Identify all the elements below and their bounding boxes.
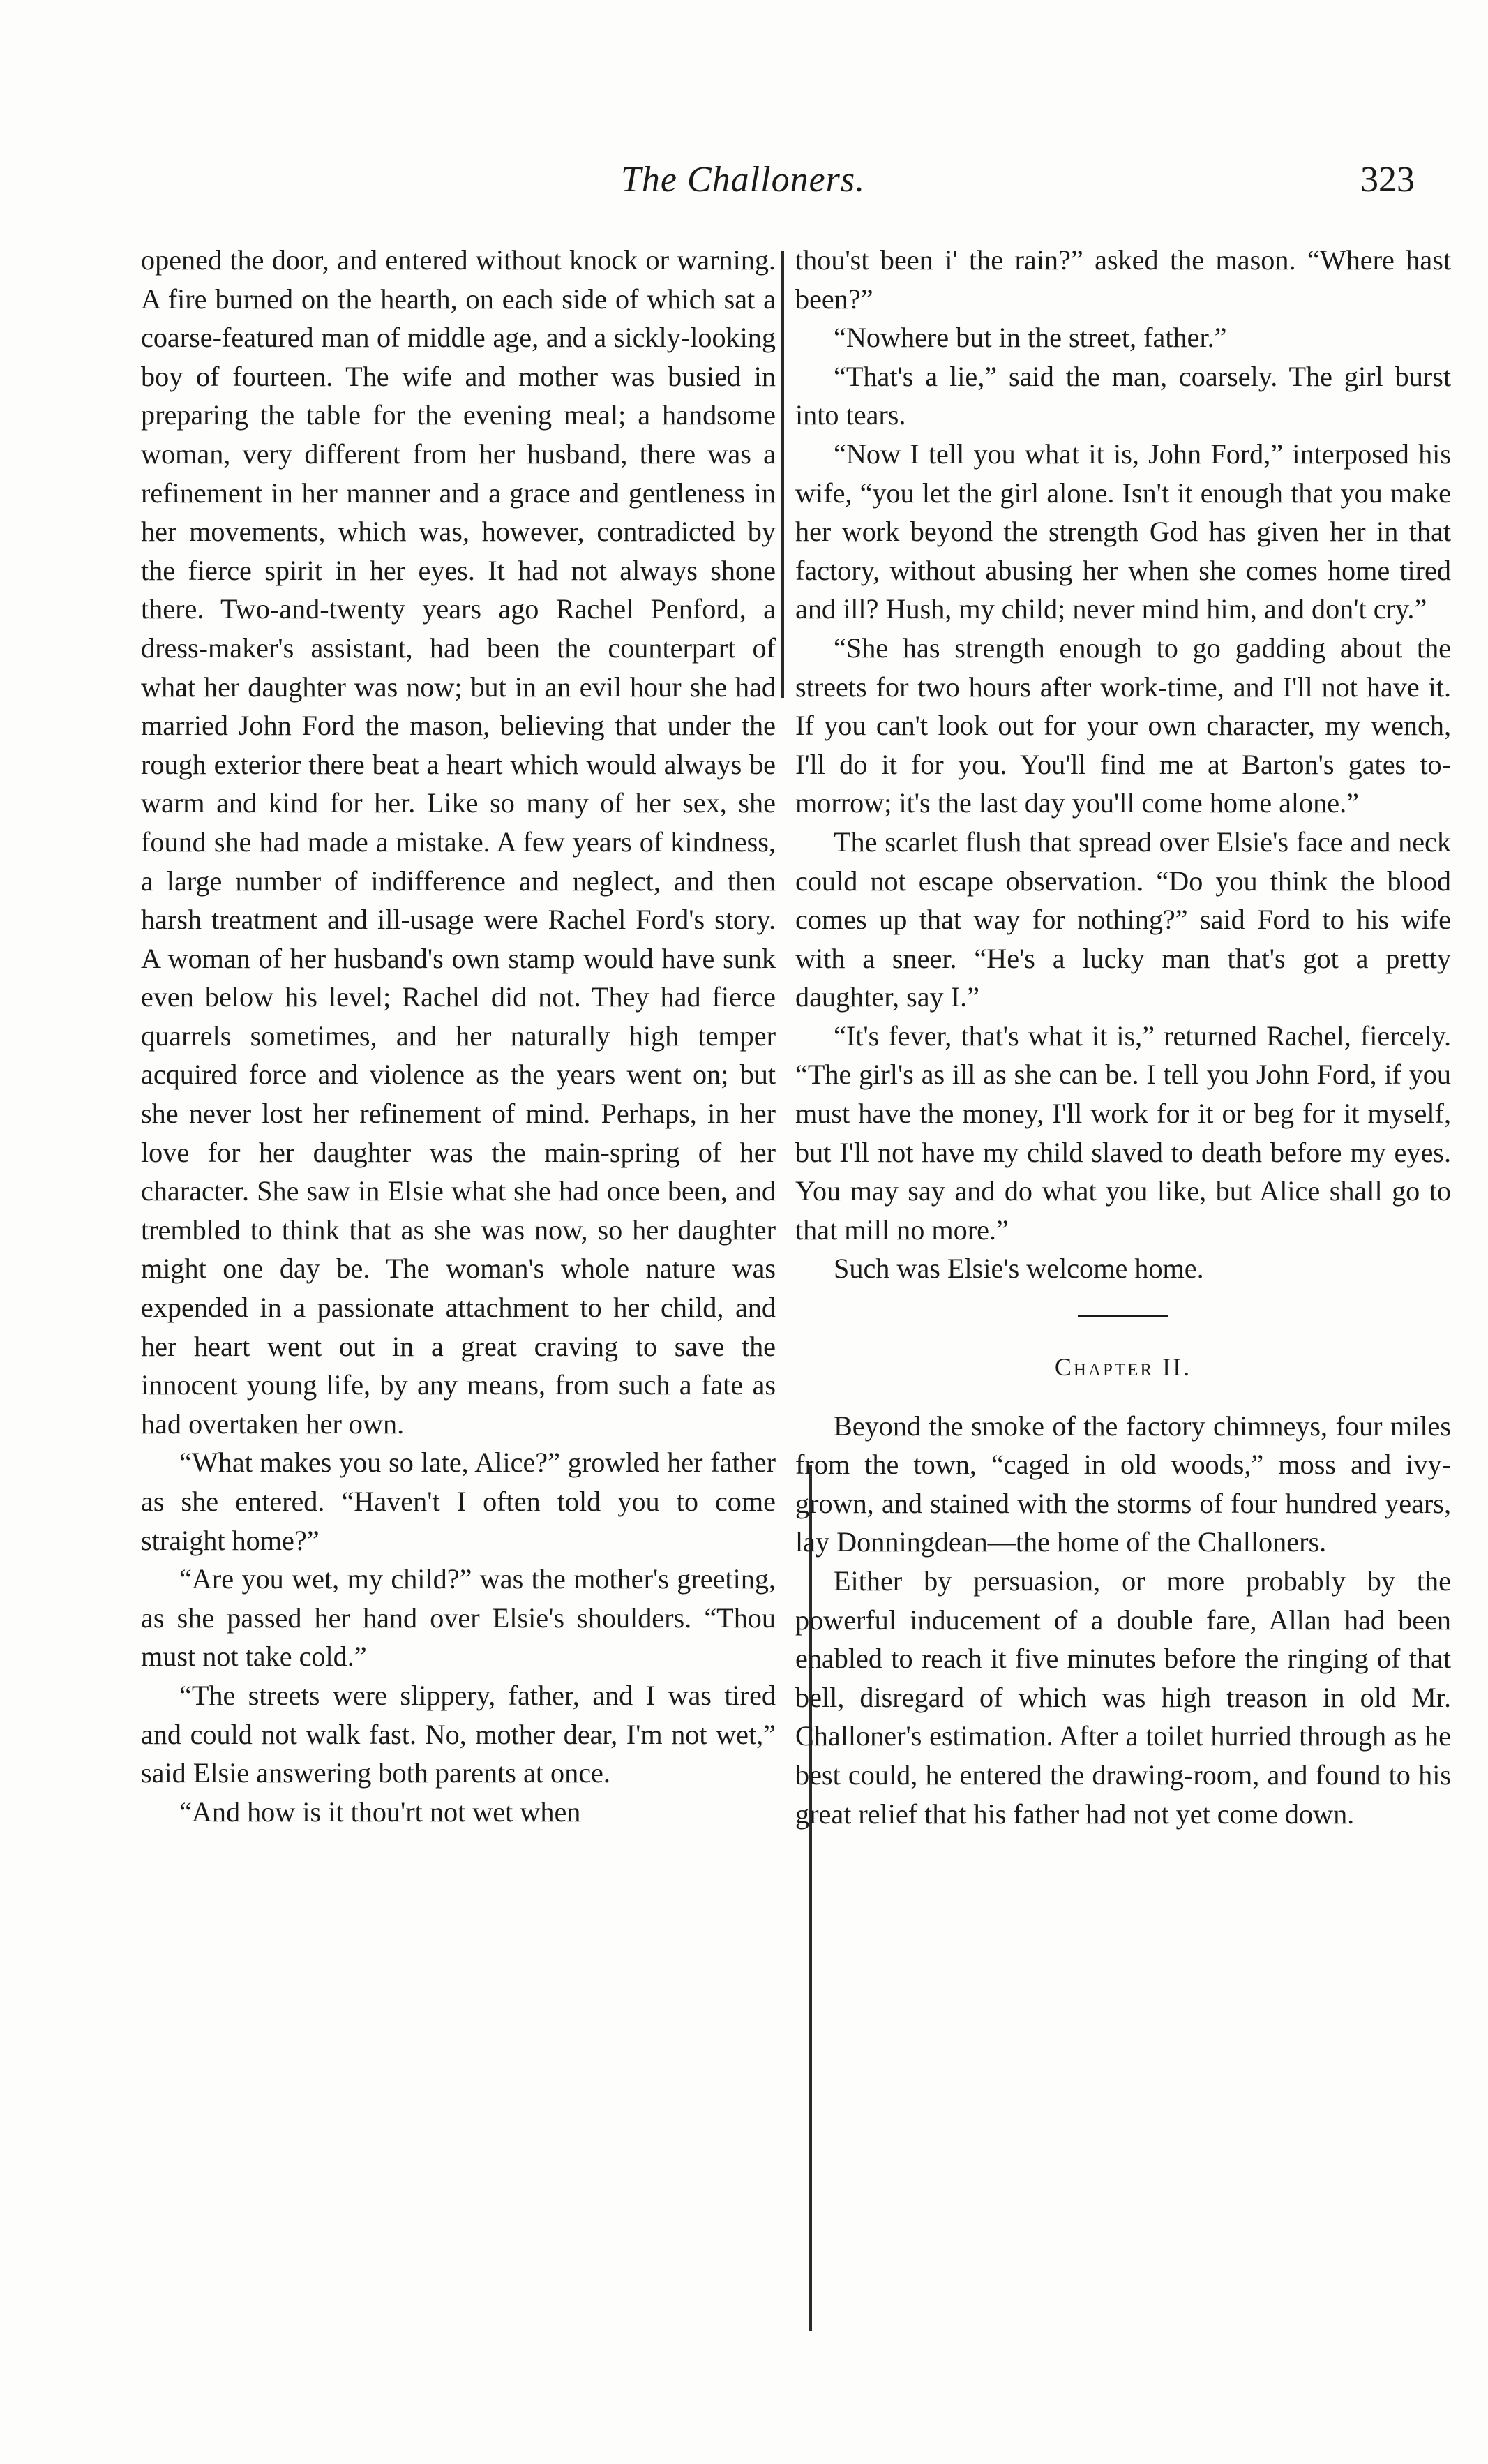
left-column bbox=[141, 241, 776, 1831]
page-header bbox=[0, 159, 1488, 215]
paragraph: “What makes you so late, Alice?” growled her father as she entered. “Haven't I often told you to come straight home?” bbox=[141, 1447, 776, 1556]
chapter-heading: Chapter II. bbox=[1054, 1353, 1192, 1382]
paragraph: “The streets were slippery, father, and I was tired and could not walk fast. No, mother dear, I'm not wet,” said Elsie answering both parents at once. bbox=[141, 1679, 776, 1789]
paragraph: thou'st been i' the rain?” asked the mason. “Where hast been?” bbox=[795, 244, 1451, 315]
section-rule bbox=[1078, 1315, 1168, 1317]
paragraph: “It's fever, that's what it is,” returned Rachel, fiercely. “The girl's as ill as she can be. I tell you John Ford, if you must have the money, I'll work for it or beg for it myself, but I'll not have my child slaved to death before my eyes. You may say and do what you like, but Alice shall go to that mill no more.” bbox=[795, 1020, 1451, 1246]
paragraph: “And how is it thou'rt not wet when bbox=[179, 1795, 581, 1828]
paragraph: “She has strength enough to go gadding about the streets for two hours after work-time, and I'll not have it. If you can't look out for your own character, my wench, I'll do it for you. You'll find me at Barton's gates to-morrow; it's the last day you'll come home alone.” bbox=[795, 632, 1451, 819]
paragraph: “Now I tell you what it is, John Ford,” interposed his wife, “you let the girl alone. Isn't it enough that you make her work beyond the strength God has given her in that factory, without abusing her when she comes home tired and ill? Hush, my child; never mind him, and don't cry.” bbox=[795, 438, 1451, 625]
running-title: The Challoners. bbox=[621, 160, 866, 200]
right-column bbox=[795, 241, 1451, 1833]
paragraph: Either by persuasion, or more probably by the powerful inducement of a double fare, Allan had been enabled to reach it five minutes before the ringing of that bell, disregard of which was high treason in old Mr. Challoner's estimation. After a toilet hurried through as he best could, he entered the drawing-room, and found to his great relief that his father had not yet come down. bbox=[795, 1565, 1451, 1830]
paragraph: opened the door, and entered without knock or warning. A fire burned on the hearth, on each side of which sat a coarse-featured man of middle age, and a sickly-looking boy of fourteen. The wife and mother was busied in preparing the table for the evening meal; a handsome woman, very different from her husband, there was a refinement in her manner and a grace and gentleness in her movements, which was, however, contradicted by the fierce spirit in her eyes. It had not always shone there. Two-and-twenty years ago Rachel Penford, a dress-maker's assistant, had been the counterpart of what her daughter was now; but in an evil hour she had married John Ford the mason, believing that under the rough exterior there beat a heart which would always be warm and kind for her. Like so many of her sex, she found she had made a mistake. A few years of kindness, a large number of indifference and neglect, and then harsh treatment and ill-usage were Rachel Ford's story. A woman of her husband's own stamp would have sunk even below his level; Rachel did not. They had fierce quarrels sometimes, and her naturally high temper acquired force and violence as the years went on; but she never lost her refinement of mind. Perhaps, in her love for her daughter was the main-spring of her character. She saw in Elsie what she had once been, and trembled to think that as she was now, so her daughter might one day be. The woman's whole nature was expended in a passionate attachment to her child, and her heart went out in a great craving to save the innocent young life, by any means, from such a fate as had overtaken her own. bbox=[141, 244, 776, 1440]
page-number: 323 bbox=[1360, 160, 1415, 200]
paragraph: The scarlet flush that spread over Elsie's face and neck could not escape observation. “Do you think the blood comes up that way for nothing?” said Ford to his wife with a sneer. “He's a lucky man that's got a pretty daughter, say I.” bbox=[795, 826, 1451, 1013]
paragraph: Beyond the smoke of the factory chimneys, four miles from the town, “caged in old woods,” moss and ivy-grown, and stained with the storms of four hundred years, lay Donningdean—the home of the Challoners. bbox=[795, 1410, 1451, 1558]
paragraph: Such was Elsie's welcome home. bbox=[834, 1253, 1204, 1285]
column-divider-upper bbox=[781, 251, 784, 698]
paragraph: “That's a lie,” said the man, coarsely. The girl burst into tears. bbox=[795, 360, 1451, 431]
paragraph: “Are you wet, my child?” was the mother's greeting, as she passed her hand over Elsie's shoulders. “Thou must not take cold.” bbox=[141, 1563, 776, 1673]
paragraph: “Nowhere but in the street, father.” bbox=[834, 322, 1227, 354]
